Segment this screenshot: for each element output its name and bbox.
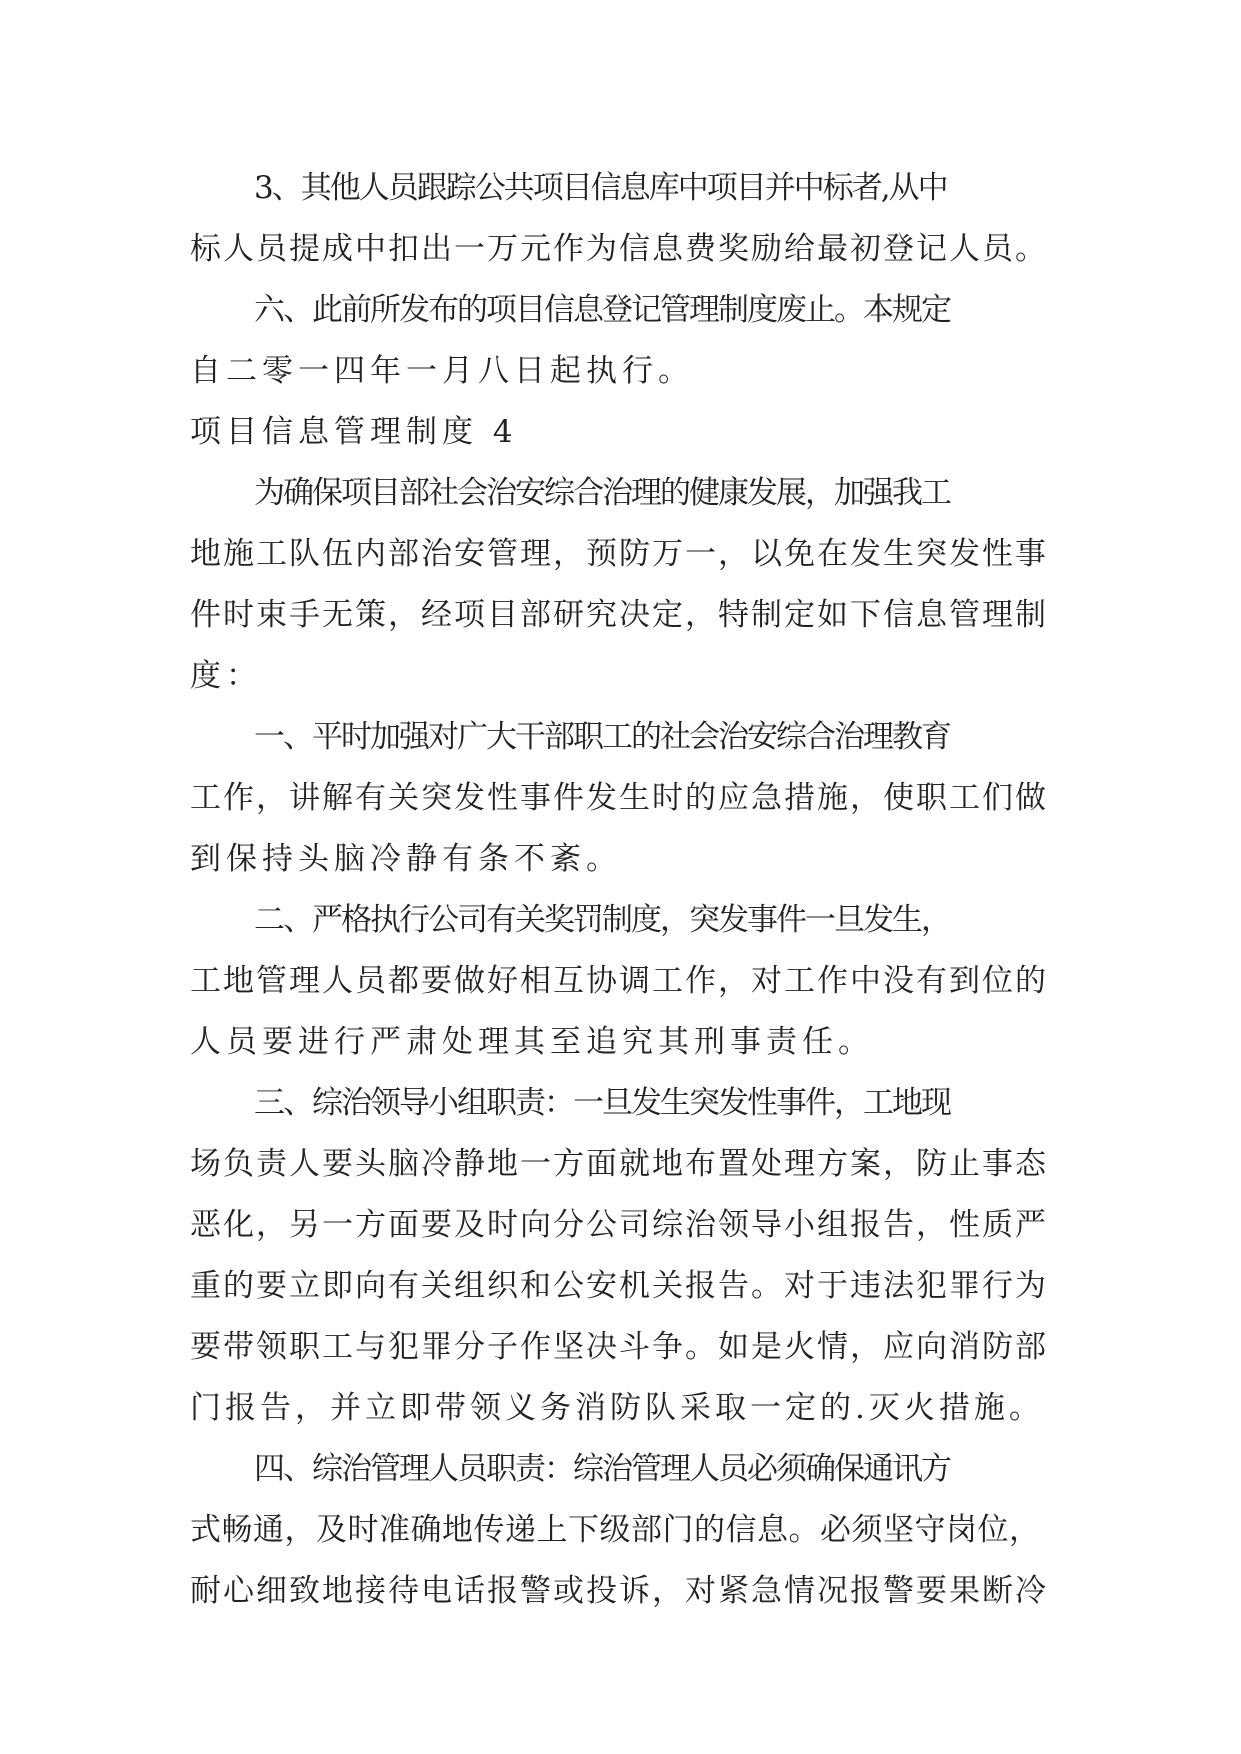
text-line: 人员要进行严肃处理其至追究其刑事责任。 — [190, 1024, 874, 1060]
section-heading — [190, 402, 1050, 463]
text-line: 标人员提成中扣出一万元作为信息费奖励给最初登记人员。 — [190, 231, 1048, 267]
paragraph-intro — [190, 463, 1050, 707]
text-line: 二、严格执行公司有关奖罚制度，突发事件一旦发生， — [254, 902, 950, 938]
text-line: 场负责人要头脑冷静地一方面就地布置处理方案，防止事态 — [190, 1146, 1048, 1182]
text-line: 件时束手无策，经项目部研究决定，特制定如下信息管理制 — [190, 597, 1048, 633]
text-line: 耐心细致地接待电话报警或投诉，对紧急情况报警要果断冷 — [190, 1573, 1048, 1609]
text-line: 到保持头脑冷静有条不紊。 — [190, 841, 622, 877]
text-line: 重的要立即向有关组织和公安机关报告。对于违法犯罪行为 — [190, 1268, 1048, 1304]
document-body — [190, 158, 1050, 1622]
text-line: 三、综治领导小组职责：一旦发生突发性事件，工地现 — [254, 1085, 950, 1121]
text-line: 为确保项目部社会治安综合治理的健康发展，加强我工 — [254, 475, 950, 511]
text-line: 工作，讲解有关突发性事件发生时的应急措施，使职工们做 — [190, 780, 1048, 816]
text-line: 六、此前所发布的项目信息登记管理制度废止。本规定 — [254, 292, 950, 328]
paragraph-item-3 — [190, 1073, 1050, 1439]
paragraph-3-reward — [190, 158, 1050, 280]
text-line: 地施工队伍内部治安管理，预防万一，以免在发生突发性事 — [190, 536, 1048, 572]
heading-text: 项目信息管理制度 4 — [190, 414, 518, 450]
paragraph-item-4 — [190, 1439, 1050, 1622]
paragraph-item-1 — [190, 707, 1050, 890]
text-line: 四、综治管理人员职责：综治管理人员必须确保通讯方 — [254, 1451, 950, 1487]
text-line: 要带领职工与犯罪分子作坚决斗争。如是火情，应向消防部 — [190, 1329, 1048, 1365]
text-line: 恶化，另一方面要及时向分公司综治领导小组报告，性质严 — [190, 1207, 1048, 1243]
paragraph-item-2 — [190, 890, 1050, 1073]
text-line: 门报告，并立即带领义务消防队采取一定的.灭火措施。 — [190, 1390, 1044, 1426]
text-line: 自二零一四年一月八日起执行。 — [190, 353, 694, 389]
text-line: 工地管理人员都要做好相互协调工作，对工作中没有到位的 — [190, 963, 1048, 999]
text-line: 式畅通，及时准确地传递上下级部门的信息。必须坚守岗位， — [190, 1512, 1041, 1548]
paragraph-6-abolish — [190, 280, 1050, 402]
text-line: 度： — [190, 658, 262, 694]
text-line: 一、平时加强对广大干部职工的社会治安综合治理教育 — [254, 719, 950, 755]
text-line: 3、其他人员跟踪公共项目信息库中项目并中标者,从中 — [254, 170, 947, 206]
